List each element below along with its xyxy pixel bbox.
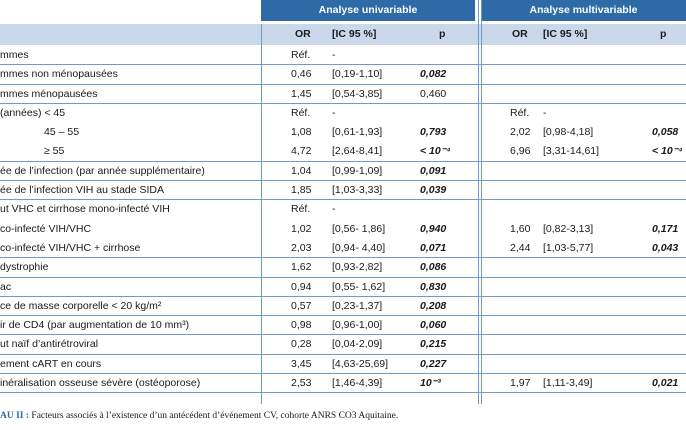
univariable-or-cell: 1,02 (291, 222, 312, 235)
row-label: inéralisation osseuse sévère (ostéoporose) (0, 377, 201, 390)
univariable-ic-cell: [0,56- 1,86] (332, 222, 386, 235)
univariable-ic-cell: [1,03-3,33] (332, 184, 383, 197)
univariable-ic-cell: [0,19-1,10] (332, 68, 383, 81)
table-caption (0, 411, 398, 421)
multivariable-or-cell: 1,97 (510, 377, 531, 390)
multivariable-or-cell: 2,02 (510, 126, 531, 139)
table-row (0, 258, 686, 277)
row-label: 45 – 55 (44, 126, 80, 139)
table-row (0, 316, 686, 335)
univariable-or-cell: 2,03 (291, 241, 312, 254)
univariable-ic-cell: [0,96-1,00] (332, 319, 383, 332)
row-label: dystrophie (0, 261, 49, 274)
univariable-p-cell: 0,208 (420, 299, 447, 312)
table-row (0, 123, 686, 142)
table-row (0, 297, 686, 316)
univariable-ic-cell: [0,94- 4,40] (332, 241, 386, 254)
univariable-or-cell: 0,28 (291, 338, 312, 351)
univariable-p-cell: 0,060 (420, 319, 447, 332)
univariable-p-cell: 10⁻³ (420, 377, 441, 390)
caption-prefix: AU II : (0, 411, 30, 421)
univariable-or-cell: 1,45 (291, 87, 312, 100)
col-ic-univariable: [IC 95 %] (332, 28, 377, 40)
univariable-header: Analyse univariable (261, 0, 475, 21)
univariable-p-cell: 0,039 (420, 184, 447, 197)
univariable-p-cell: < 10⁻⁴ (420, 145, 451, 158)
multivariable-ic-cell: [1,11-3,49] (543, 377, 593, 390)
row-label: co-infecté VIH/VHC (0, 222, 92, 235)
col-or-univariable: OR (295, 28, 311, 40)
row-label: ≥ 55 (44, 145, 65, 158)
row-label: ement cART en cours (0, 357, 102, 370)
univariable-or-cell: 0,98 (291, 319, 312, 332)
table-row (0, 142, 686, 161)
table-row (0, 239, 686, 258)
univariable-p-cell: 0,940 (420, 222, 447, 235)
univariable-p-cell: 0,215 (420, 338, 447, 351)
row-label: ée de l’infection VIH au stade SIDA (0, 184, 165, 197)
table-row (0, 85, 686, 104)
univariable-ic-cell: [1,46-4,39] (332, 377, 383, 390)
univariable-or-cell: 0,94 (291, 280, 312, 293)
univariable-p-cell: 0,071 (420, 241, 447, 254)
row-label: mmes ménopausées (0, 87, 98, 100)
table-row (0, 181, 686, 200)
row-label: ée de l’infection (par année supplémentaire) (0, 164, 205, 177)
multivariable-or-cell: 6,96 (510, 145, 531, 158)
col-or-multivariable: OR (512, 28, 528, 40)
univariable-or-cell: 0,46 (291, 68, 312, 81)
univariable-or-cell: 1,62 (291, 261, 312, 274)
column-subheader (0, 24, 686, 45)
table-row (0, 335, 686, 354)
univariable-ic-cell: [0,04-2,09] (332, 338, 383, 351)
univariable-or-cell: Réf. (291, 203, 311, 216)
row-divider (0, 392, 686, 393)
univariable-ic-cell: [0,55- 1,62] (332, 280, 386, 293)
univariable-ic-cell: [2,64-8,41] (332, 145, 383, 158)
table-row (0, 46, 686, 65)
table-row (0, 278, 686, 297)
univariable-or-cell: Réf. (291, 106, 311, 119)
multivariable-header: Analyse multivariable (481, 0, 686, 21)
univariable-or-cell: Réf. (291, 49, 311, 61)
univariable-or-cell: 1,08 (291, 126, 312, 139)
multivariable-p-cell: 0,043 (652, 241, 679, 254)
multivariable-ic-cell: [0,82-3,13] (543, 222, 594, 235)
table-row (0, 104, 686, 123)
col-ic-multivariable: [IC 95 %] (543, 28, 588, 40)
row-label: mmes non ménopausées (0, 68, 118, 81)
row-label: ac (0, 280, 12, 293)
col-p-multivariable: p (660, 28, 667, 40)
row-label: mmes (0, 49, 29, 61)
univariable-ic-cell: - (332, 203, 336, 216)
univariable-or-cell: 1,04 (291, 164, 312, 177)
table-row (0, 374, 686, 393)
univariable-p-cell: 0,227 (420, 357, 447, 370)
results-table (0, 46, 686, 393)
table-row (0, 65, 686, 84)
multivariable-p-cell: 0,171 (652, 222, 679, 235)
multivariable-or-cell: Réf. (510, 106, 530, 119)
table-row (0, 200, 686, 219)
univariable-or-cell: 2,53 (291, 377, 312, 390)
col-p-univariable: p (439, 28, 446, 40)
table-row (0, 162, 686, 181)
univariable-ic-cell: [0,99-1,09] (332, 164, 383, 177)
univariable-ic-cell: - (332, 49, 336, 61)
univariable-ic-cell: [0,54-3,85] (332, 87, 383, 100)
univariable-ic-cell: [0,93-2,82] (332, 261, 383, 274)
multivariable-ic-cell: [3,31-14,61] (543, 145, 600, 158)
row-label: (années) < 45 (0, 106, 66, 119)
univariable-ic-cell: - (332, 106, 336, 119)
multivariable-ic-cell: [0,98-4,18] (543, 126, 594, 139)
multivariable-or-cell: 2,44 (510, 241, 531, 254)
multivariable-ic-cell: [1,03-5,77] (543, 241, 594, 254)
caption-text: Facteurs associés à l’existence d’un antécédent d’événement CV, cohorte ANRS CO3 Aquitaine. (29, 411, 399, 421)
univariable-p-cell: 0,830 (420, 280, 447, 293)
univariable-or-cell: 4,72 (291, 145, 312, 158)
univariable-p-cell: 0,793 (420, 126, 447, 139)
row-label: ce de masse corporelle < 20 kg/m² (0, 299, 162, 312)
table-row (0, 220, 686, 239)
univariable-p-cell: 0,086 (420, 261, 447, 274)
separator-uni-multi-2 (481, 0, 482, 404)
univariable-or-cell: 1,85 (291, 184, 312, 197)
univariable-or-cell: 0,57 (291, 299, 312, 312)
separator-uni-multi (478, 0, 479, 404)
univariable-p-cell: 0,082 (420, 68, 447, 81)
row-label: ir de CD4 (par augmentation de 10 mm³) (0, 319, 190, 332)
multivariable-p-cell: < 10⁻⁴ (652, 145, 683, 158)
univariable-ic-cell: [0,23-1,37] (332, 299, 383, 312)
multivariable-p-cell: 0,058 (652, 126, 679, 139)
row-label: ut VHC et cirrhose mono-infecté VIH (0, 203, 170, 216)
univariable-p-cell: 0,091 (420, 164, 447, 177)
univariable-ic-cell: [0,61-1,93] (332, 126, 383, 139)
separator-label (261, 24, 262, 404)
multivariable-ic-cell: - (543, 106, 547, 119)
univariable-or-cell: 3,45 (291, 357, 312, 370)
multivariable-or-cell: 1,60 (510, 222, 531, 235)
row-label: co-infecté VIH/VHC + cirrhose (0, 241, 141, 254)
univariable-ic-cell: [4,63-25,69] (332, 357, 389, 370)
table-row (0, 355, 686, 374)
row-label: ut naïf d’antirétroviral (0, 338, 99, 351)
univariable-p-cell: 0,460 (420, 87, 447, 100)
multivariable-p-cell: 0,021 (652, 377, 679, 390)
